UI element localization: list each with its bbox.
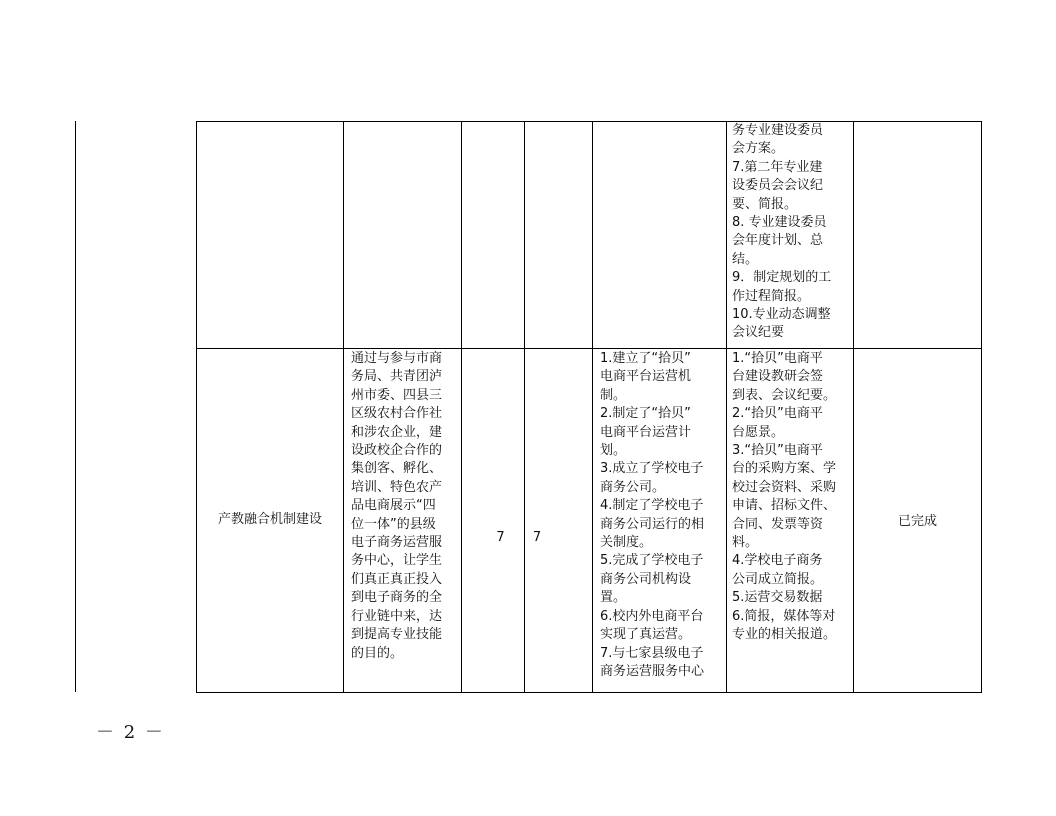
table-col-divider [592, 121, 593, 693]
status-cell: 已完成 [897, 513, 937, 529]
table-border-right [981, 121, 982, 693]
table-col-divider [726, 121, 727, 693]
evidence-cell: 1.“拾贝”电商平 台建设教研会签 到表、会议纪要。 2.“拾贝”电商平 台愿景。 3.“拾贝”电商平 台的采购方案、学 校过会资料、采购 申请、招标文件、 合同、发票等资 料。 4.学校电子商务 公司成立简报。 5.运营交易数据 6.简报，媒体等对 专业的相关报道。 [732, 351, 837, 643]
table-col-divider [461, 121, 462, 693]
page-number: － 2 － [96, 722, 165, 743]
table-border-left [75, 121, 76, 692]
count-cell-a: 7 [496, 529, 505, 545]
achievements-cell: 1.建立了“拾贝” 电商平台运营机 制。 2.制定了“拾贝” 电商平台运营计 划。 3.成立了学校电子 商务公司。 4.制定了学校电子 商务公司运行的相 关制度。 5.完成了学校电子 商务公司机构设 置。 6.校内外电商平台 实现了真运营。 7.与七家县级电子 商务运营服务中心 [600, 351, 705, 679]
table-col-divider [343, 121, 344, 693]
table-col-divider [524, 121, 525, 693]
table-col-divider [853, 121, 854, 693]
project-name-cell: 产教融合机制建设 [217, 512, 322, 528]
count-cell-b: 7 [532, 529, 542, 545]
evidence-cell-continued: 务专业建设委员 会方案。 7.第二年专业建 设委员会会议纪 要、简报。 8. 专业建设委员 会年度计划、总 结。 9．制定规划的工 作过程简报。 10.专业动态调整 会议纪要 [732, 123, 832, 341]
table-row-divider [196, 121, 982, 122]
table-row-divider [196, 692, 982, 693]
content-cell: 通过与参与市商 务局、共青团泸 州市委、四县三 区级农村合作社 和涉农企业，建 设政校企合作的 集创客、孵化、 培训、特色农产 品电商展示“四 位一体”的县级 电子商务运营服 务中心，让学生 们真正真正投入 到电子商务的全 行业链中来，达 到提高专业技能 的目的。 [351, 351, 443, 661]
